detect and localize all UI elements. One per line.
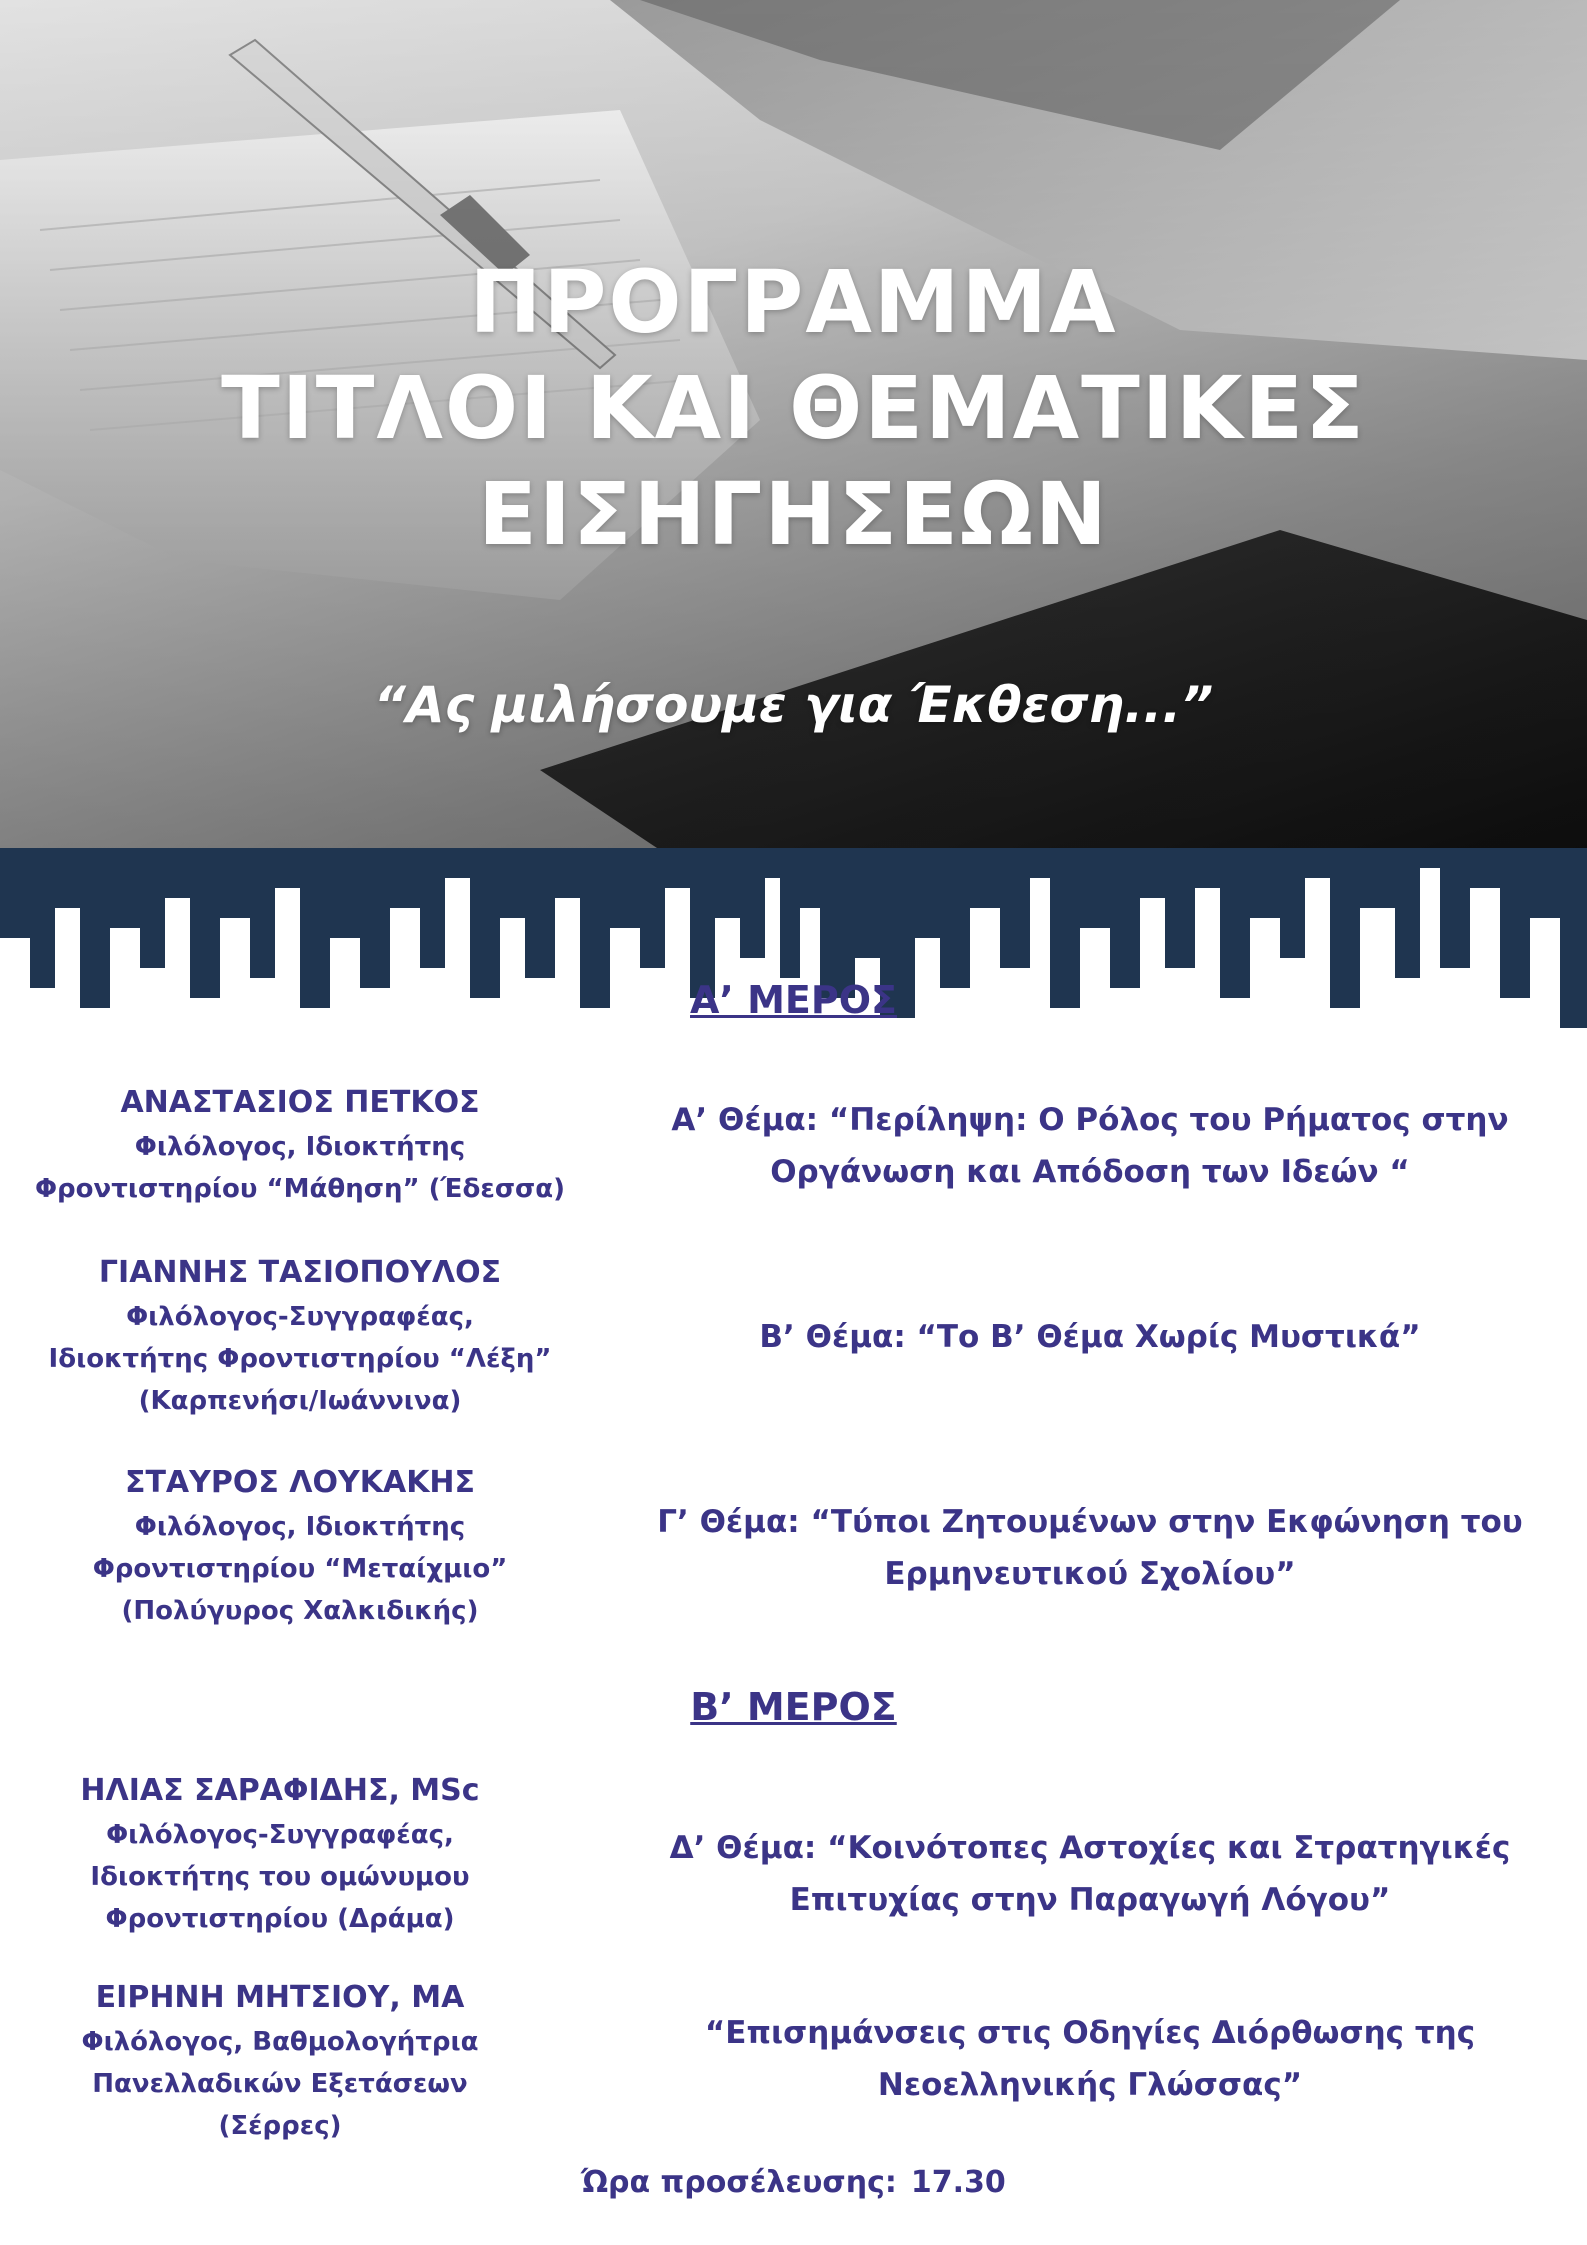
speaker-name: ΕΙΡΗΝΗ ΜΗΤΣΙΟΥ, ΜΑ [95,1980,465,2015]
speaker-role: Ιδιοκτήτης Φροντιστηρίου “Λέξη” [48,1344,552,1374]
arrival-time-value: 17.30 [910,2165,1006,2200]
hero-photo [0,0,1587,850]
speaker-role: Φιλόλογος-Συγγραφέας, [106,1820,454,1850]
part-b-heading: Β’ ΜΕΡΟΣ [690,1685,897,1729]
topic-line: Επιτυχίας στην Παραγωγή Λόγου” [789,1882,1391,1918]
speaker-role: Φροντιστηρίου “Μεταίχμιο” [92,1554,508,1584]
speaker-role: Φιλόλογος, Ιδιοκτήτης [134,1132,466,1162]
speaker-role: (Σέρρες) [218,2111,342,2141]
speaker-role: Φιλόλογος-Συγγραφέας, [126,1302,474,1332]
speaker-name: ΑΝΑΣΤΑΣΙΟΣ ΠΕΤΚΟΣ [120,1085,480,1120]
speaker-role: Ιδιοκτήτης του ομώνυμου [90,1862,470,1892]
topic-c [640,1496,1540,1600]
speaker-role: Φροντιστηρίου “Μάθηση” (Έδεσσα) [34,1174,566,1204]
topic-line: Γ’ Θέμα: “Τύποι Ζητουμένων στην Εκφώνηση του [657,1504,1523,1540]
speaker-role: Φιλόλογος, Βαθμολογήτρια [81,2027,479,2057]
speaker-sarafidis [0,1768,580,1940]
speaker-petkos [0,1080,600,1210]
topic-line: Δ’ Θέμα: “Κοινότοπες Αστοχίες και Στρατηγικές [669,1830,1511,1866]
speaker-role: (Πολύγυρος Χαλκιδικής) [121,1596,479,1626]
speaker-mitsiou [0,1975,580,2147]
speaker-role: Φιλόλογος, Ιδιοκτήτης [134,1512,466,1542]
speaker-role: (Καρπενήσι/Ιωάννινα) [138,1386,462,1416]
topic-line: Ερμηνευτικού Σχολίου” [884,1556,1296,1592]
title-line-2: ΤΙΤΛΟΙ ΚΑΙ ΘΕΜΑΤΙΚΕΣ [221,359,1366,459]
speaker-tasiopoulos [0,1250,600,1422]
topic-b [640,1311,1540,1363]
arrival-time-label: Ώρα προσέλευσης: [581,2165,897,2200]
speaker-role: Πανελλαδικών Εξετάσεων [92,2069,468,2099]
topic-line: Οργάνωση και Απόδοση των Ιδεών “ [770,1154,1410,1190]
title-line-3: ΕΙΣΗΓΗΣΕΩΝ [478,465,1109,565]
arrival-time [0,2165,1587,2200]
topic-line: Β’ Θέμα: “Το Β’ Θέμα Χωρίς Μυστικά” [759,1319,1421,1355]
topic-d [640,1822,1540,1926]
topic-line: Α’ Θέμα: “Περίληψη: Ο Ρόλος του Ρήματος στην [671,1102,1509,1138]
topic-line: “Επισημάνσεις στις Οδηγίες Διόρθωσης της [704,2015,1476,2051]
speaker-loukakis [0,1460,600,1632]
topic-a [640,1094,1540,1198]
topic-line: Νεοελληνικής Γλώσσας” [877,2067,1303,2103]
page-title [0,250,1587,568]
speaker-name: ΣΤΑΥΡΟΣ ΛΟΥΚΑΚΗΣ [124,1465,476,1500]
title-line-1: ΠΡΟΓΡΑΜΜΑ [469,253,1118,353]
speaker-name: ΗΛΙΑΣ ΣΑΡΑΦΙΔΗΣ, MSc [80,1773,480,1808]
speaker-name: ΓΙΑΝΝΗΣ ΤΑΣΙΟΠΟΥΛΟΣ [98,1255,502,1290]
event-subtitle: “Ας μιλήσουμε για Έκθεση...” [373,676,1214,734]
topic-e [640,2007,1540,2111]
part-a-heading: Α’ ΜΕΡΟΣ [690,978,897,1022]
speaker-role: Φροντιστηρίου (Δράμα) [105,1904,455,1934]
